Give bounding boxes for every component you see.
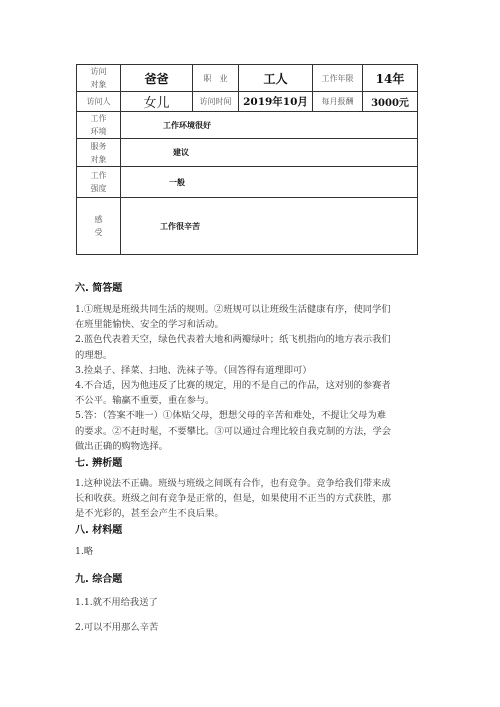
occupation-value: 工人 (239, 65, 313, 92)
comprehensive-line-1: 1.1.就不用给我送了 (75, 597, 158, 608)
material-body: 1.略 (75, 546, 94, 557)
interviewer-value: 女儿 (121, 92, 193, 112)
analysis-body: 1.这种说法不正确。班级与班级之间既有合作，也有竞争。竞争给我们带来成 长和收获。班级之间有竞争是正常的，但是，如果使用不正当的方式获胜，那 是不光彩的，甚至会产生不良后果。 (75, 478, 392, 520)
work-environment-label: 工作 环境 (77, 112, 121, 139)
work-intensity-value: 一般 (121, 167, 418, 198)
visit-time-value: 2019年10月 (239, 92, 313, 112)
years-value: 14年 (363, 65, 418, 92)
years-label: 工作年限 (313, 65, 363, 92)
table-row (77, 92, 418, 112)
interviewee-label: 访问 对象 (77, 65, 121, 92)
interview-table (76, 64, 418, 255)
work-environment-value: 工作环境很好 (121, 112, 418, 139)
service-target-label: 服务 对象 (77, 139, 121, 167)
interviewee-value: 爸爸 (121, 65, 193, 92)
table-row (77, 65, 418, 92)
table-row (77, 167, 418, 198)
visit-time-label: 访问时间 (193, 92, 239, 112)
comprehensive-line-2: 2.可以不用那么辛苦 (75, 622, 159, 633)
salary-value: 3000元 (363, 92, 418, 112)
table-row (77, 139, 418, 167)
feelings-value: 工作很辛苦 (121, 198, 418, 255)
table-row (77, 112, 418, 139)
section-title-short-answer: 六. 简答题 (75, 283, 123, 294)
salary-label: 每月报酬 (313, 92, 363, 112)
interviewer-label: 访问人 (77, 92, 121, 112)
section-title-material: 八. 材料题 (75, 525, 123, 536)
service-target-value: 建议 (121, 139, 418, 167)
section-title-comprehensive: 九. 综合题 (75, 574, 123, 585)
occupation-label: 职 业 (193, 65, 239, 92)
feelings-label: 感 受 (77, 198, 121, 255)
table-row (77, 198, 418, 255)
short-answer-body: 1.①班规是班级共同生活的规则。②班规可以让班级生活健康有序，使同学们 在班里能愉快、安全的学习和活动。 2.蓝色代表着天空，绿色代表着大地和两瓣绿叶；纸飞机指向的地方表示我们 的理想。 3.捡桌子、择菜、扫地、洗袜子等。（回答得有道理即可） 4.不合适，因为他违反了比赛的规定，用的不是自己的作品，这对别的参赛者 不公平。输赢不重要，重在参与。 5.答：（答案不唯一）①体贴父母，想想父母的辛苦和难处，不提让父母为难 的要求。②不赶时髦，不要攀比。③可以通过合理比较自我克制的方法，学会 做出正确的购物选择。 (75, 304, 392, 452)
work-intensity-label: 工作 强度 (77, 167, 121, 198)
section-title-analysis: 七. 辨析题 (75, 458, 123, 469)
